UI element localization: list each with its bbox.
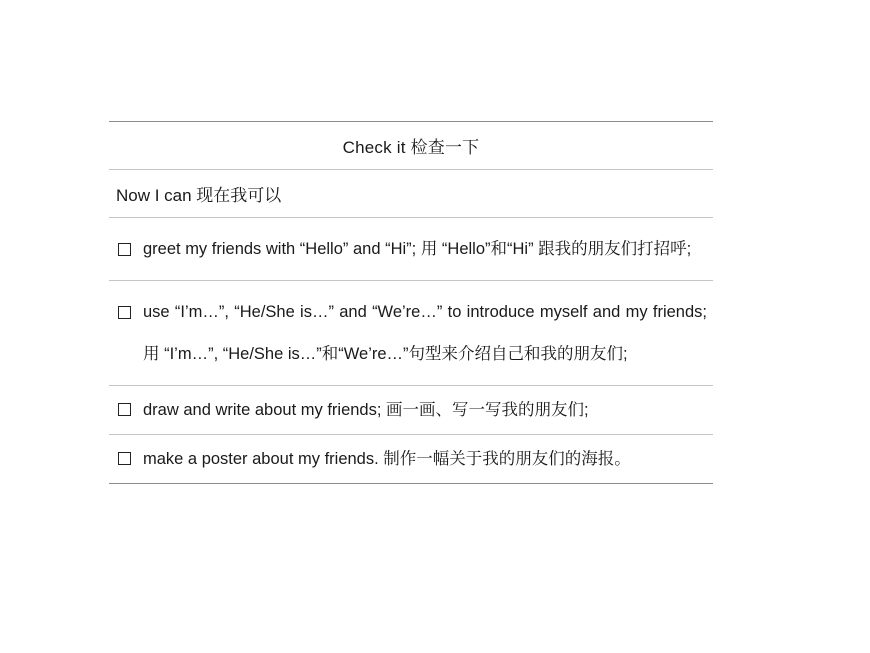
checklist-item bbox=[109, 386, 713, 435]
checklist-table bbox=[109, 121, 713, 484]
checklist-item-text: use “I’m…”, “He/She is…” and “We’re…” to introduce myself and my friends; 用 “I’m…”, “He/She is…”和“We’re…”句型来介绍自己和我的朋友们; bbox=[143, 303, 707, 363]
checklist-item bbox=[109, 218, 713, 281]
checklist-item-text: draw and write about my friends; 画一画、写一写我的朋友们; bbox=[143, 401, 589, 419]
checklist-subtitle-row bbox=[109, 170, 713, 218]
checkbox-icon[interactable] bbox=[118, 403, 131, 416]
checklist-item-text: greet my friends with “Hello” and “Hi”; 用 “Hello”和“Hi” 跟我的朋友们打招呼; bbox=[143, 240, 692, 258]
checklist-subtitle: Now I can 现在我可以 bbox=[116, 186, 282, 205]
checklist-item-text: make a poster about my friends. 制作一幅关于我的朋友们的海报。 bbox=[143, 450, 631, 468]
checklist-item bbox=[109, 435, 713, 484]
checklist-title-row bbox=[109, 122, 713, 170]
checkbox-icon[interactable] bbox=[118, 306, 131, 319]
checklist-item bbox=[109, 281, 713, 386]
checkbox-icon[interactable] bbox=[118, 452, 131, 465]
checklist-title: Check it 检查一下 bbox=[342, 138, 480, 157]
checkbox-icon[interactable] bbox=[118, 243, 131, 256]
